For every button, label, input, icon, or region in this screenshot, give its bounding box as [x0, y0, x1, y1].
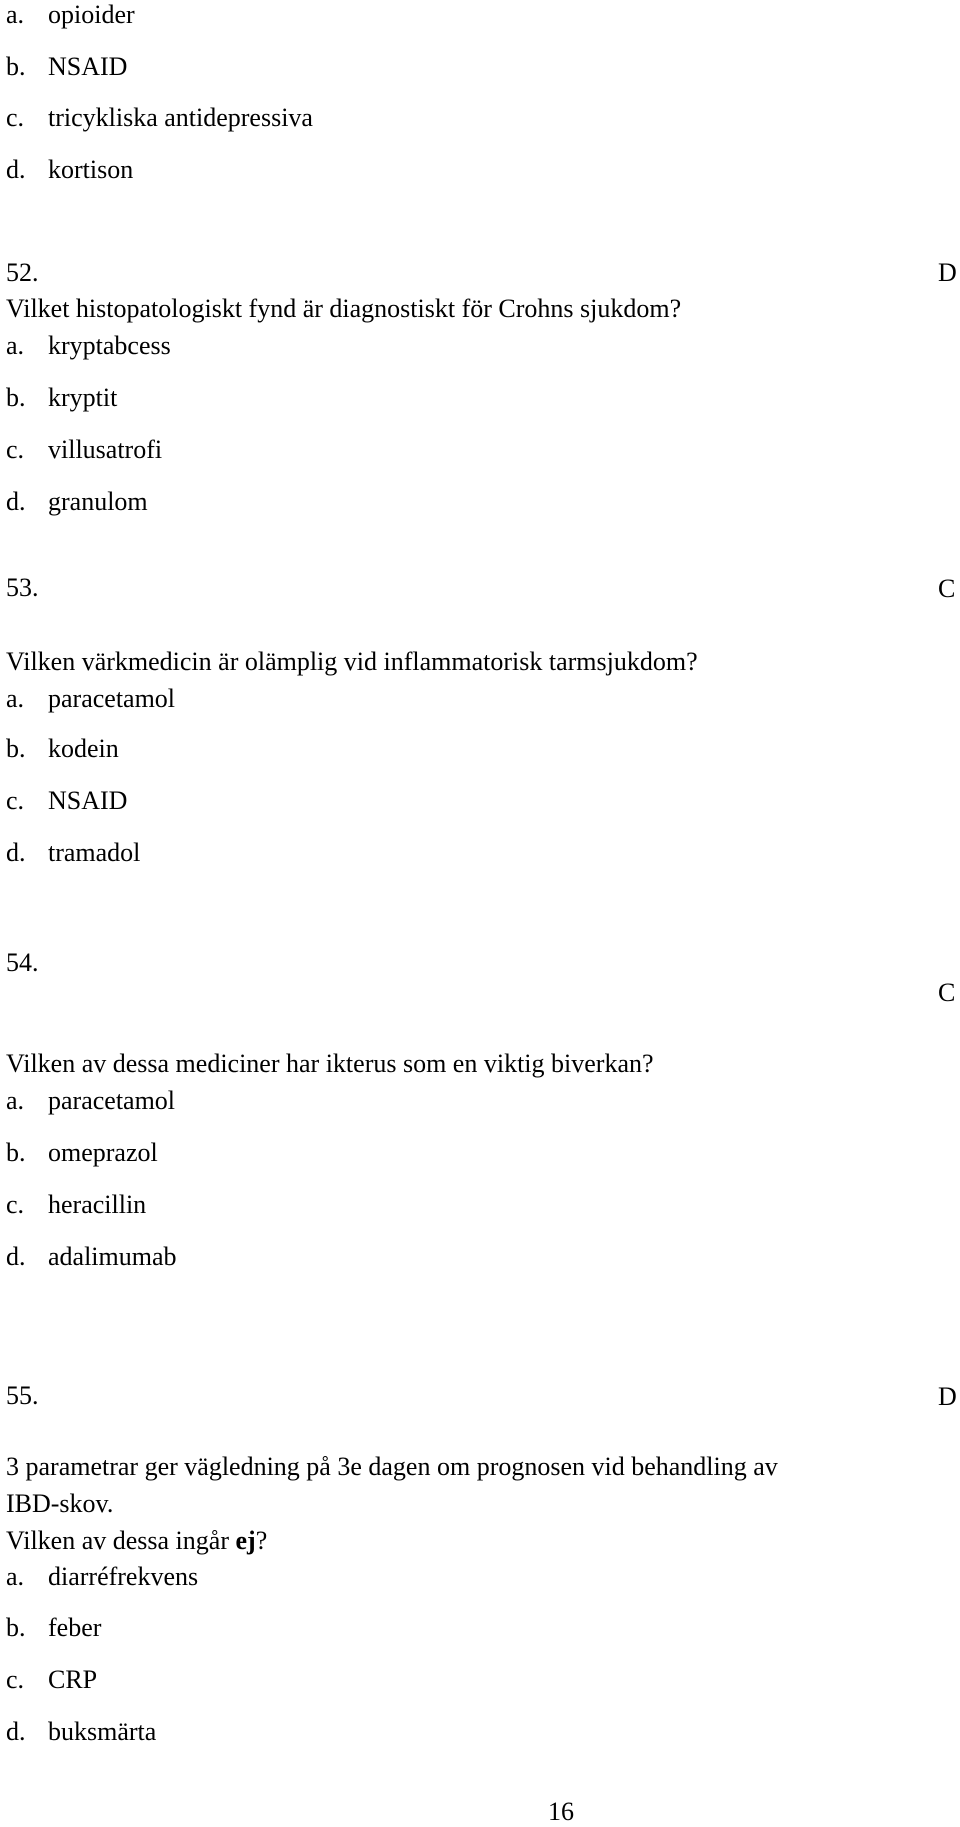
q53-option-c: c. NSAID	[6, 786, 128, 815]
q53-option-b: b. kodein	[6, 734, 119, 763]
q52-number: 52.	[6, 258, 39, 287]
q55-answer: D	[938, 1382, 957, 1411]
q53-option-d: d. tramadol	[6, 838, 141, 867]
prev-option-a: a. opioider	[6, 0, 135, 29]
q55-option-c: c. CRP	[6, 1665, 98, 1694]
q55-option-b: b. feber	[6, 1613, 102, 1642]
q53-question: Vilken värkmedicin är olämplig vid inflammatorisk tarmsjukdom?	[6, 647, 698, 676]
q53-option-a: a. paracetamol	[6, 684, 176, 713]
q55-question-line1: 3 parametrar ger vägledning på 3e dagen om prognosen vid behandling av	[6, 1452, 778, 1481]
prev-option-c: c. tricykliska antidepressiva	[6, 103, 313, 132]
q55-number: 55.	[6, 1381, 39, 1410]
q54-option-c: c. heracillin	[6, 1190, 147, 1219]
q52-answer: D	[938, 258, 957, 287]
q54-option-d: d. adalimumab	[6, 1242, 177, 1271]
q53-answer: C	[938, 574, 956, 603]
prev-option-b: b. NSAID	[6, 52, 128, 81]
prev-option-d: d. kortison	[6, 155, 134, 184]
q52-option-c: c. villusatrofi	[6, 435, 163, 464]
q54-question: Vilken av dessa mediciner har ikterus som en viktig biverkan?	[6, 1049, 654, 1078]
q55-option-a: a. diarréfrekvens	[6, 1562, 199, 1591]
q52-option-d: d. granulom	[6, 487, 148, 516]
q54-answer: C	[938, 978, 956, 1007]
q52-option-a: a. kryptabcess	[6, 331, 171, 360]
q54-number: 54.	[6, 948, 39, 977]
q54-option-b: b. omeprazol	[6, 1138, 158, 1167]
q55-option-d: d. buksmärta	[6, 1717, 157, 1746]
q55-question-line2: IBD-skov.	[6, 1489, 114, 1518]
q52-option-b: b. kryptit	[6, 383, 118, 412]
q52-question: Vilket histopatologiskt fynd är diagnostiskt för Crohns sjukdom?	[6, 294, 682, 323]
page-number: 16	[548, 1797, 574, 1826]
q54-option-a: a. paracetamol	[6, 1086, 176, 1115]
q53-number: 53.	[6, 573, 39, 602]
q55-question-line3: Vilken av dessa ingår ej?	[6, 1526, 268, 1555]
